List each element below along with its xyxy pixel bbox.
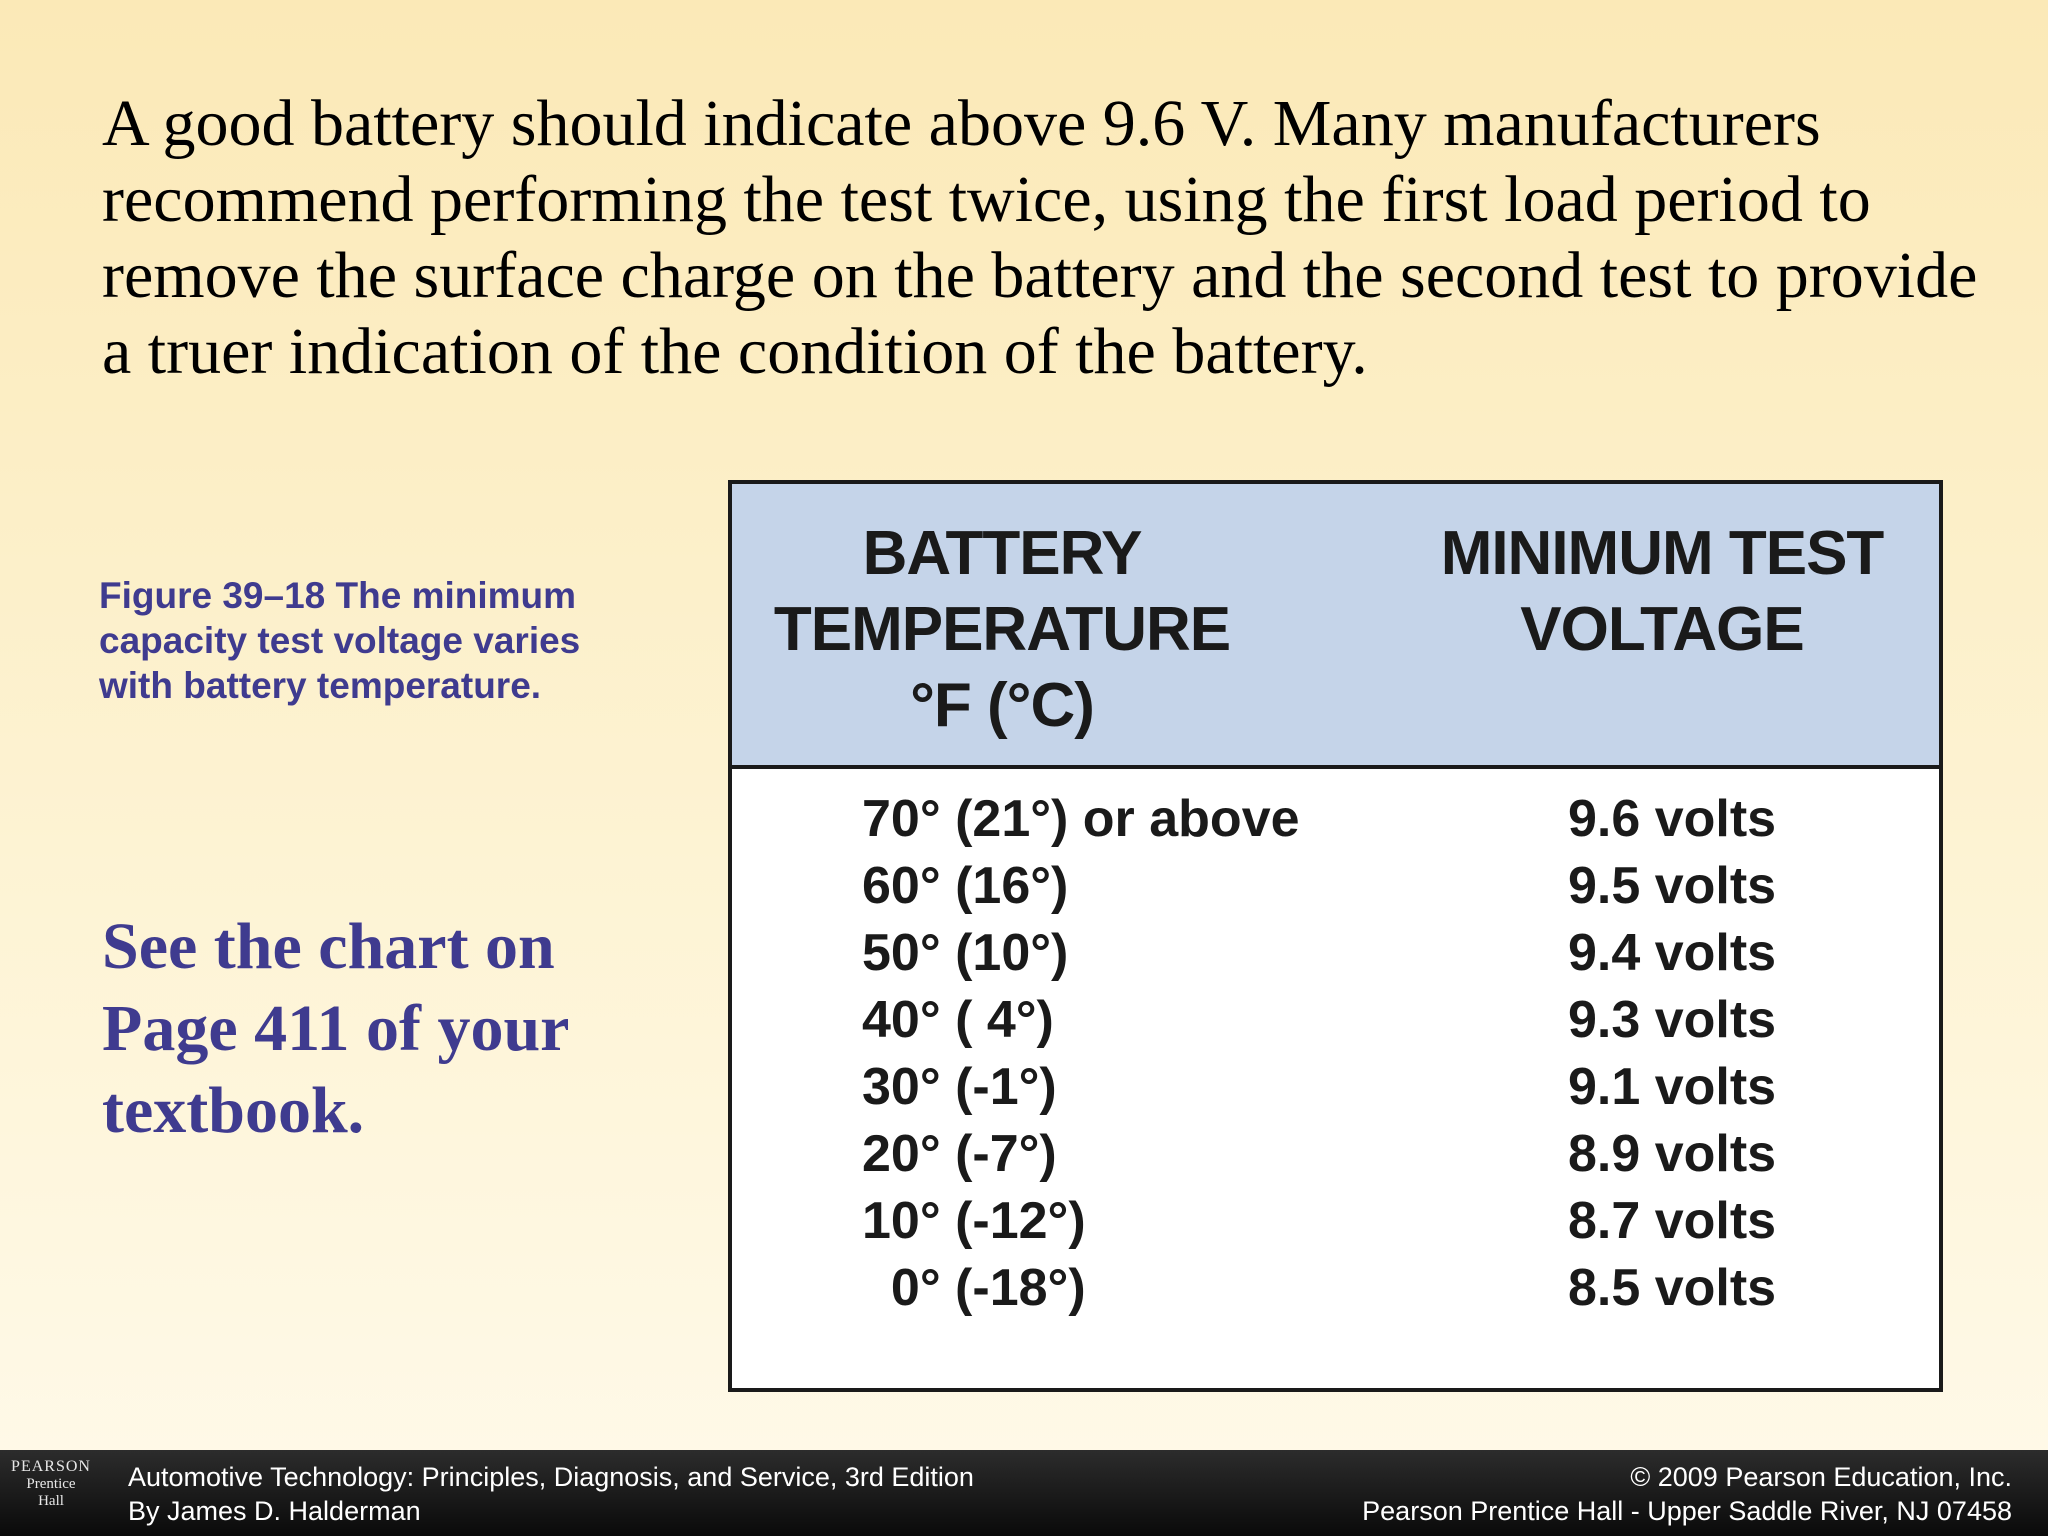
footer-copyright-line: © 2009 Pearson Education, Inc.	[1630, 1462, 2012, 1492]
footer-copyright	[1362, 1460, 2012, 1528]
textbook-reference: See the chart on Page 411 of your textbook.	[102, 910, 569, 1147]
battery-voltage-table	[728, 480, 1943, 1392]
row-temperature: 0° (-18°)	[862, 1259, 1086, 1317]
footer-author: By James D. Halderman	[128, 1496, 421, 1526]
slide-footer	[0, 1450, 2048, 1536]
header-temp-line1: BATTERY	[862, 519, 1142, 588]
row-voltage: 9.5 volts	[1568, 857, 1777, 915]
pearson-prentice-hall-logo	[0, 1450, 102, 1536]
header-volt-line1: MINIMUM TEST	[1440, 519, 1884, 588]
row-voltage: 9.4 volts	[1568, 924, 1777, 982]
row-voltage: 8.7 volts	[1568, 1192, 1777, 1250]
row-voltage: 8.9 volts	[1568, 1125, 1777, 1183]
row-voltage: 9.1 volts	[1568, 1058, 1777, 1116]
row-temperature: 60° (16°)	[862, 857, 1069, 915]
header-battery-temperature	[772, 516, 1232, 744]
row-voltage: 9.6 volts	[1568, 790, 1777, 848]
table-row	[732, 1188, 1939, 1255]
header-minimum-test-voltage	[1412, 516, 1912, 668]
row-temperature: 20° (-7°)	[862, 1125, 1057, 1183]
row-temperature: 30° (-1°)	[862, 1058, 1057, 1116]
logo-hall-text: Hall	[38, 1493, 64, 1509]
row-temperature: 70° (21°) or above	[862, 790, 1300, 848]
row-temperature: 10° (-12°)	[862, 1192, 1086, 1250]
footer-book-info	[128, 1460, 974, 1528]
footer-book-title: Automotive Technology: Principles, Diagnosis, and Service, 3rd Edition	[128, 1462, 974, 1492]
intro-paragraph: A good battery should indicate above 9.6 V. Many manufacturers recommend performing the test twice, using the first load period to remove the surface charge on the battery and the second test to provide a truer indication of the condition of the battery.	[102, 87, 1978, 388]
footer-publisher-line: Pearson Prentice Hall - Upper Saddle River, NJ 07458	[1362, 1496, 2012, 1526]
table-row	[732, 786, 1939, 853]
table-row	[732, 987, 1939, 1054]
header-temp-line3: °F (°C)	[910, 671, 1094, 740]
header-volt-line2: VOLTAGE	[1520, 595, 1804, 664]
table-header	[732, 484, 1939, 769]
table-row	[732, 1121, 1939, 1188]
row-voltage: 9.3 volts	[1568, 991, 1777, 1049]
table-row	[732, 853, 1939, 920]
table-row	[732, 1054, 1939, 1121]
row-voltage: 8.5 volts	[1568, 1259, 1777, 1317]
table-row	[732, 1255, 1939, 1322]
logo-prentice-text: Prentice	[26, 1476, 76, 1492]
table-body	[732, 786, 1939, 1322]
table-row	[732, 920, 1939, 987]
logo-pearson-text: PEARSON	[11, 1458, 91, 1475]
row-temperature: 50° (10°)	[862, 924, 1069, 982]
figure-caption: Figure 39–18 The minimum capacity test voltage varies with battery temperature.	[99, 575, 581, 706]
header-temp-line2: TEMPERATURE	[773, 595, 1231, 664]
row-temperature: 40° ( 4°)	[862, 991, 1054, 1049]
